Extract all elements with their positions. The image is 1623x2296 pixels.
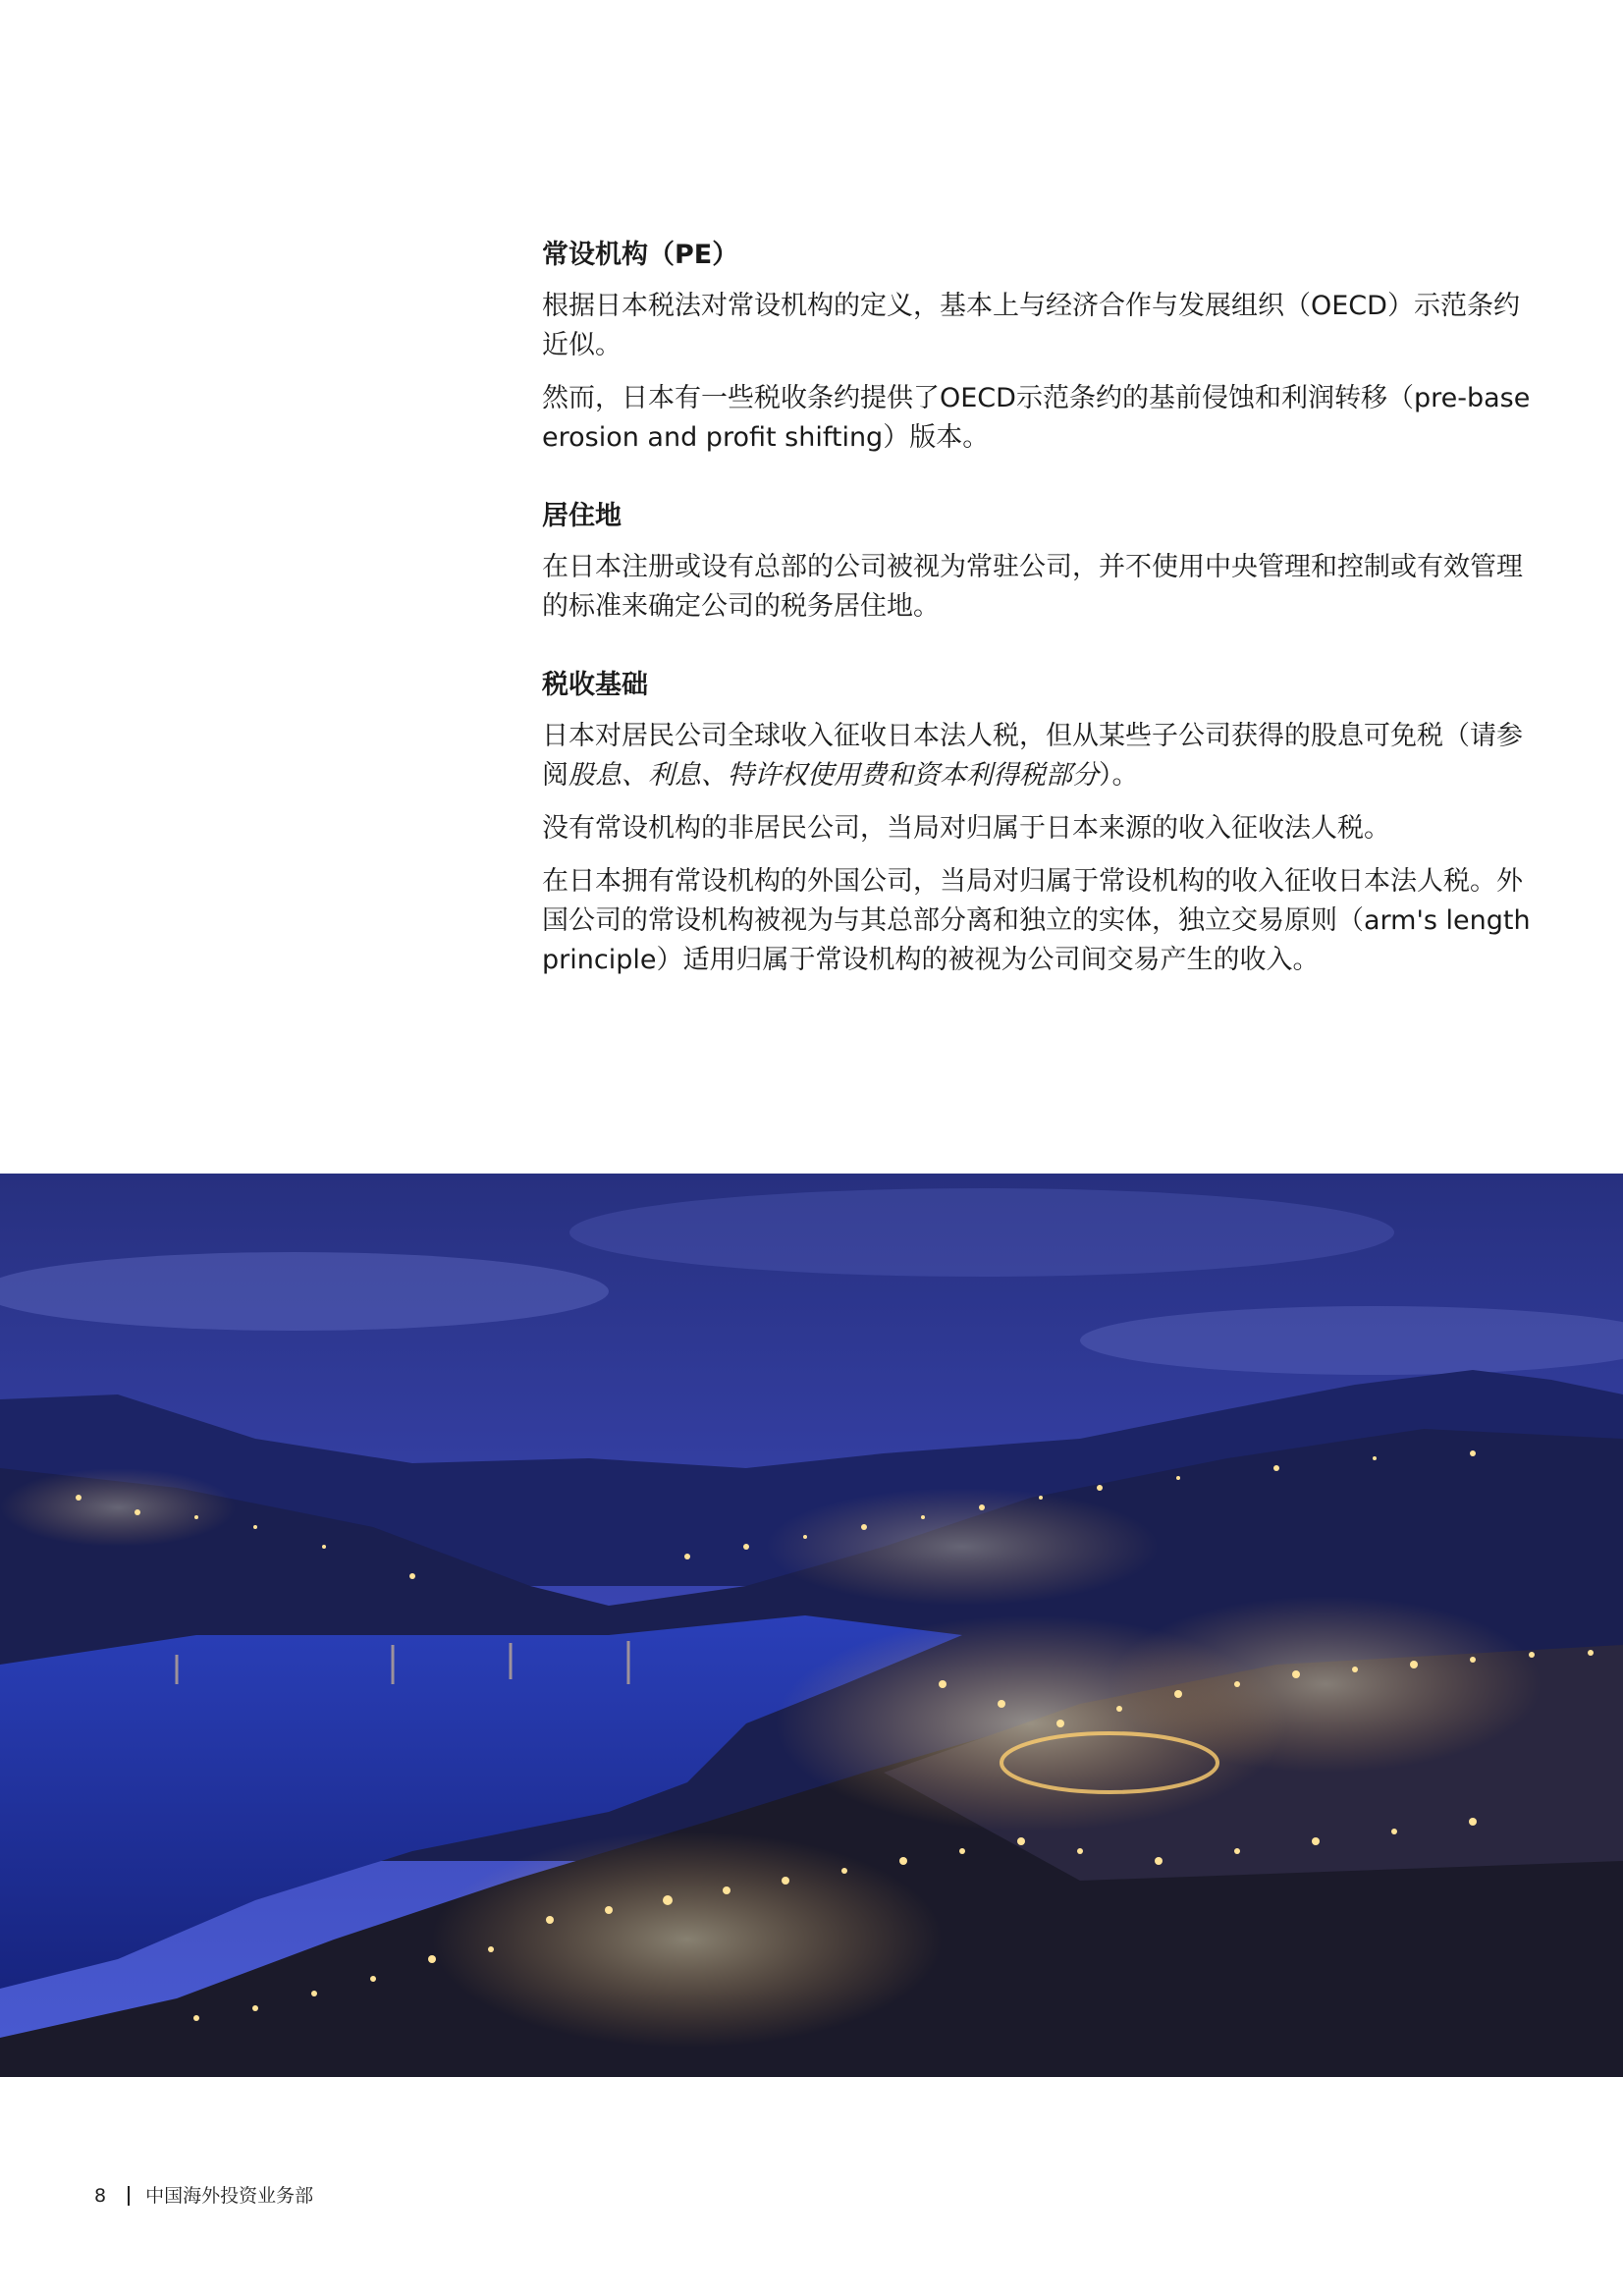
paragraph <box>542 717 1534 795</box>
publication-name: 中国海外投资业务部 <box>145 2185 314 2207</box>
paragraph: 没有常设机构的非居民公司，当局对归属于日本来源的收入征收法人税。 <box>542 813 1390 844</box>
paragraph: 根据日本税法对常设机构的定义，基本上与经济合作与发展组织（OECD）示范条约近似。 <box>542 291 1520 360</box>
reference-prefix: （请参阅 <box>542 721 1523 791</box>
night-city-harbour-icon <box>0 1174 1623 2077</box>
section-heading-residence: 居住地 <box>542 501 622 531</box>
section-residence <box>542 497 1534 627</box>
page-footer <box>94 2182 313 2210</box>
reference-suffix: ）。 <box>1099 760 1139 791</box>
section-tax-base <box>542 666 1534 980</box>
paragraph: 在日本注册或设有总部的公司被视为常驻公司，并不使用中央管理和控制或有效管理的标准来确定公司的税务居住地。 <box>542 552 1523 622</box>
paragraph: 然而，日本有一些税收条约提供了OECD示范条约的基前侵蚀和利润转移（pre-base erosion and profit shifting）版本。 <box>542 383 1531 453</box>
cross-reference-link[interactable]: 股息、利息、特许权使用费和资本利得税部分 <box>568 760 1099 791</box>
main-content <box>542 236 1534 1019</box>
paragraph-text: 日本对居民公司全球收入征收日本法人税，但从某些子公司获得的股息可免税 <box>542 721 1443 751</box>
night-city-harbour-photo <box>0 1174 1623 2077</box>
page-number: 8 <box>94 2185 107 2207</box>
section-heading-pe: 常设机构（PE） <box>542 240 739 270</box>
section-heading-tax-base: 税收基础 <box>542 670 648 700</box>
footer-divider <box>128 2186 130 2206</box>
paragraph: 在日本拥有常设机构的外国公司，当局对归属于常设机构的收入征收日本法人税。外国公司的常设机构被视为与其总部分离和独立的实体，独立交易原则（arm's length principle）适用归属于常设机构的被视为公司间交易产生的收入。 <box>542 866 1531 975</box>
section-pe <box>542 236 1534 458</box>
